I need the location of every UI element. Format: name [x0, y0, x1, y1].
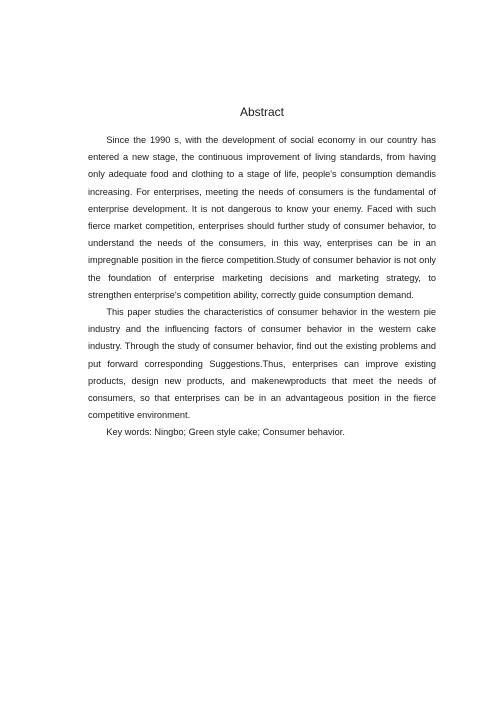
abstract-paragraph-2: This paper studies the characteristics of consumer behavior in the western pie industry and the influencing factors of consumer behavior in the western cake industry. Through the study of consumer behavior, find out the existing problems and put forward corresponding Suggestions.Thus, enterprises can improve existing products, design new products, and makenewproducts that meet the needs of consumers, so that enterprises can be in an advantageous position in the fierce competitive environment.: [88, 307, 436, 421]
abstract-title: Abstract: [239, 105, 284, 119]
abstract-section: [88, 104, 436, 442]
keywords-line: Key words: Ningbo; Green style cake; Consumer behavior.: [106, 427, 345, 438]
abstract-paragraph-1: Since the 1990 s, with the development of social economy in our country has entered a new stage, the continuous improvement of living standards, from having only adequate food and clothing to a stage of life, people's consumption demandis increasing. For enterprises, meeting the needs of consumers is the fundamental of enterprise development. It is not dangerous to know your enemy. Faced with such fierce market competition, enterprises should further study of consumer behavior, to understand the needs of the consumers, in this way, enterprises can be in an impregnable position in the fierce competition.Study of consumer behavior is not only the foundation of enterprise marketing decisions and marketing strategy, to strengthen enterprise's competition ability, correctly guide consumption demand.: [88, 135, 436, 300]
